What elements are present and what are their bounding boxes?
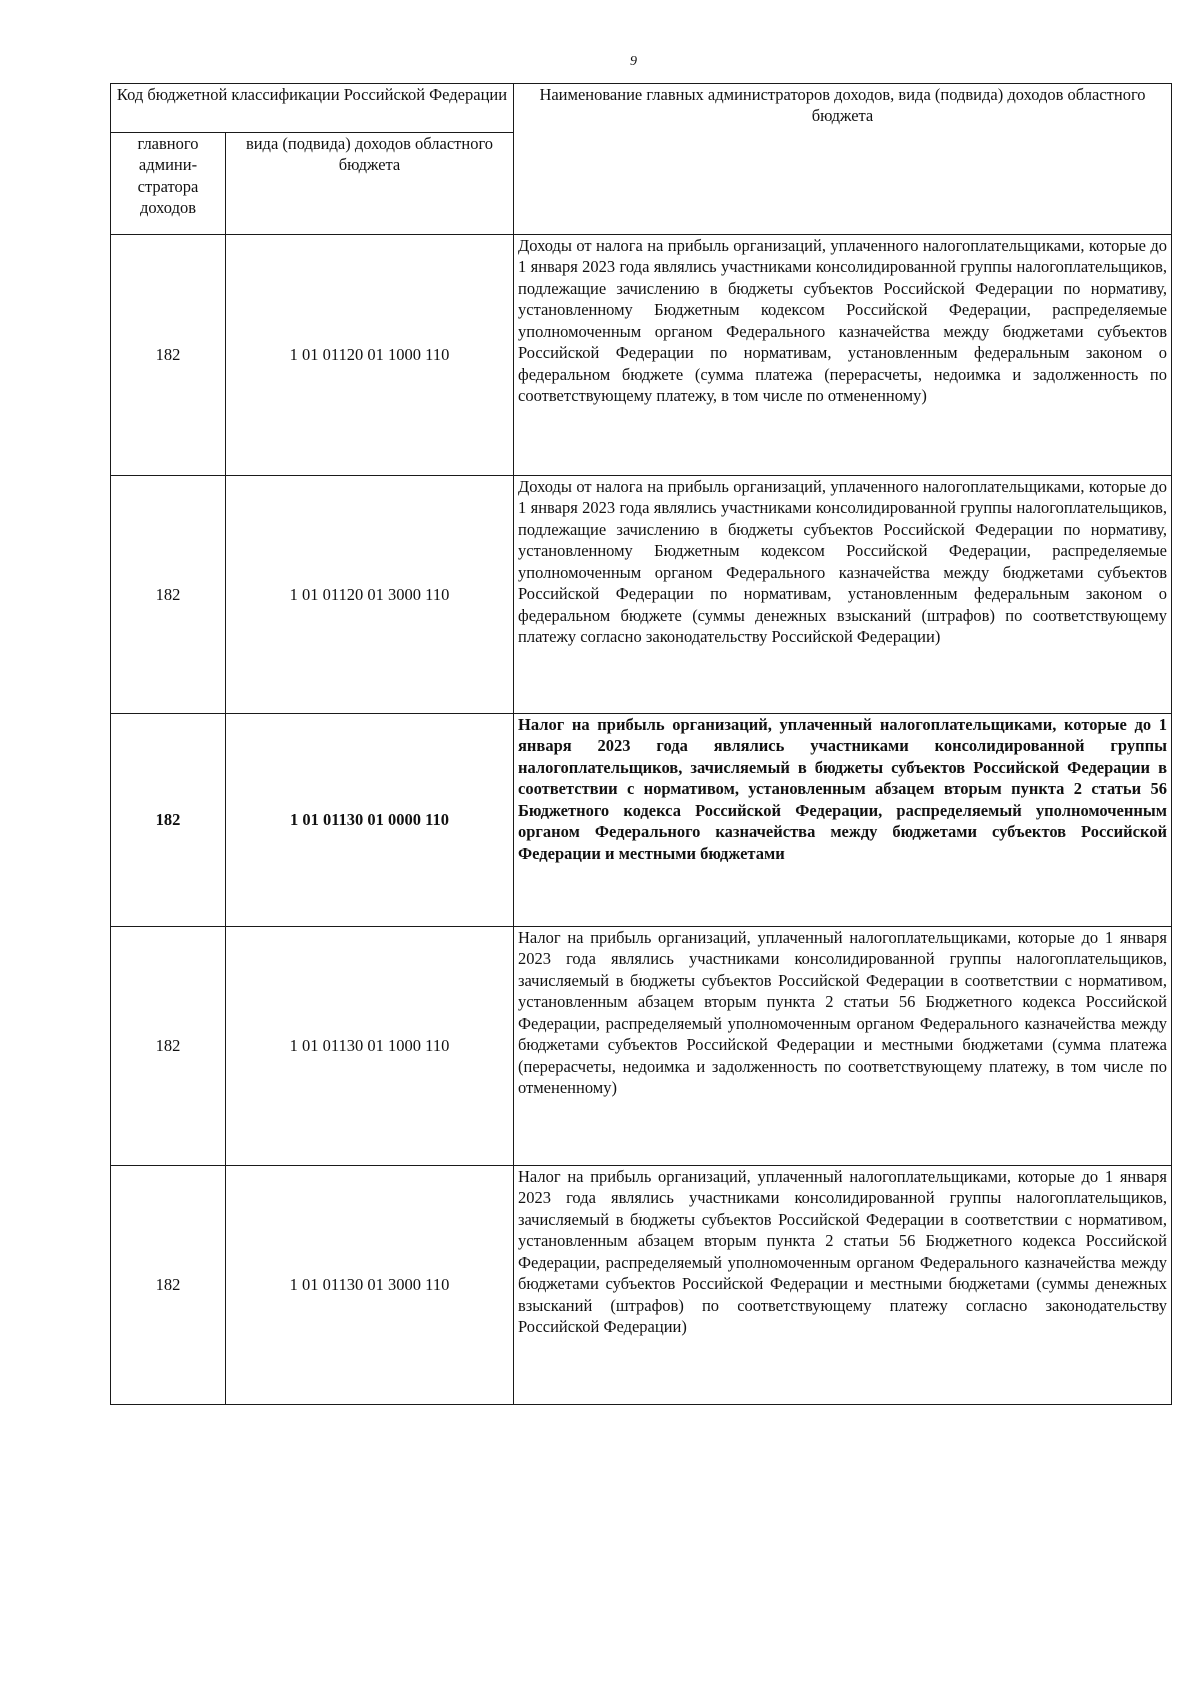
description-cell: Налог на прибыль организаций, уплаченный налогоплательщиками, которые до 1 января 2023 года являлись участниками консолидированной группы налогоплательщиков, зачисляемый в бюджеты субъектов Российской Федерации в соответствии с нормативом, установленным абзацем вторым пункта 2 статьи 56 Бюджетного кодекса Российской Федерации, распределяемый уполномоченным органом Федерального казначейства между бюджетами субъектов Российской Федерации и местными бюджетами (сумма платежа (перерасчеты, недоимка и задолженность по соответствующему платежу, в том числе по отмененному) [514, 927, 1172, 1166]
admin-code-cell: 182 [111, 235, 226, 476]
income-code-cell: 1 01 01120 01 3000 110 [226, 476, 514, 714]
page-number: 9 [630, 54, 637, 69]
table-row [111, 1166, 1172, 1405]
budget-classification-table [110, 83, 1172, 1405]
header-name-column: Наименование главных администраторов доходов, вида (подвида) доходов областного бюджета [514, 84, 1172, 235]
description-cell: Доходы от налога на прибыль организаций, уплаченного налогоплательщиками, которые до 1 января 2023 года являлись участниками консолидированной группы налогоплательщиков, подлежащие зачислению в бюджеты субъектов Российской Федерации по нормативу, установленному Бюджетным кодексом Российской Федерации, распределяемые уполномоченным органом Федерального казначейства между бюджетами субъектов Российской Федерации по нормативам, установленным федеральным законом о федеральном бюджете (сумма платежа (перерасчеты, недоимка и задолженность по соответствующему платежу, в том числе по отмененному) [514, 235, 1172, 476]
description-cell: Налог на прибыль организаций, уплаченный налогоплательщиками, которые до 1 января 2023 года являлись участниками консолидированной группы налогоплательщиков, зачисляемый в бюджеты субъектов Российской Федерации в соответствии с нормативом, установленным абзацем вторым пункта 2 статьи 56 Бюджетного кодекса Российской Федерации, распределяемый уполномоченным органом Федерального казначейства между бюджетами субъектов Российской Федерации и местными бюджетами [514, 714, 1172, 927]
income-code-cell: 1 01 01120 01 1000 110 [226, 235, 514, 476]
header-row-top [111, 84, 1172, 133]
admin-code-cell: 182 [111, 714, 226, 927]
description-cell: Налог на прибыль организаций, уплаченный налогоплательщиками, которые до 1 января 2023 года являлись участниками консолидированной группы налогоплательщиков, зачисляемый в бюджеты субъектов Российской Федерации в соответствии с нормативом, установленным абзацем вторым пункта 2 статьи 56 Бюджетного кодекса Российской Федерации, распределяемый уполномоченным органом Федерального казначейства между бюджетами субъектов Российской Федерации и местными бюджетами (суммы денежных взысканий (штрафов) по соответствующему платежу согласно законодательству Российской Федерации) [514, 1166, 1172, 1405]
table-row [111, 476, 1172, 714]
header-type-column: вида (подвида) доходов областного бюджета [226, 133, 514, 235]
admin-code-cell: 182 [111, 927, 226, 1166]
table-row [111, 235, 1172, 476]
income-code-cell: 1 01 01130 01 1000 110 [226, 927, 514, 1166]
income-code-cell: 1 01 01130 01 3000 110 [226, 1166, 514, 1405]
income-code-cell: 1 01 01130 01 0000 110 [226, 714, 514, 927]
description-cell: Доходы от налога на прибыль организаций, уплаченного налогоплательщиками, которые до 1 января 2023 года являлись участниками консолидированной группы налогоплательщиков, подлежащие зачислению в бюджеты субъектов Российской Федерации по нормативу, установленному Бюджетным кодексом Российской Федерации, распределяемые уполномоченным органом Федерального казначейства между бюджетами субъектов Российской Федерации по нормативам, установленным федеральным законом о федеральном бюджете (суммы денежных взысканий (штрафов) по соответствующему платежу согласно законодательству Российской Федерации) [514, 476, 1172, 714]
table-row [111, 714, 1172, 927]
admin-code-cell: 182 [111, 476, 226, 714]
table-row [111, 927, 1172, 1166]
header-code-group: Код бюджетной классификации Российской Федерации [111, 84, 514, 133]
admin-code-cell: 182 [111, 1166, 226, 1405]
header-admin-column: главного админи- стратора доходов [111, 133, 226, 235]
